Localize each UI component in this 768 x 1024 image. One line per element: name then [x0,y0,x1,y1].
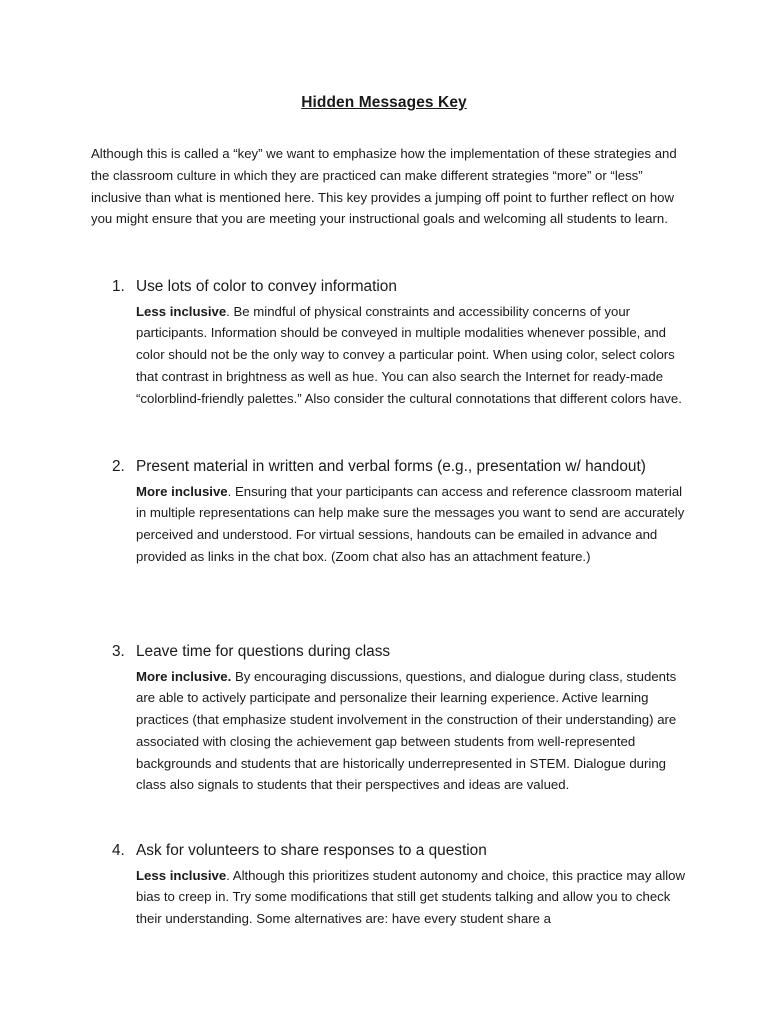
item-body [136,865,692,930]
item-title: Use lots of color to convey information [136,278,397,295]
intro-paragraph: Although this is called a “key” we want to emphasize how the implementation of these strategies and the classroom culture in which they are practiced can make different strategies “more” or “less” inclusive than what is mentioned here. This key provides a jumping off point to further reflect on how you might ensure that you are meeting your instructional goals and welcoming all students to learn. [91,146,677,227]
item-heading [112,454,692,480]
item-text: . Ensuring that your participants can access and reference classroom material in multiple representations can help make sure the messages you want to send are accurately perceived and understood. For virtual sessions, handouts can be emailed in advance and provided as links in the chat box. (Zoom chat also has an attachment feature.) [136,483,685,564]
list-item [112,639,692,796]
item-heading [112,274,692,300]
item-title: Leave time for questions during class [136,643,391,660]
inclusivity-rating: More inclusive. [136,668,232,684]
item-heading [112,838,692,864]
item-text: . Be mindful of physical constraints and accessibility concerns of your participants. Information should be conveyed in multiple modalities whenever possible, and color should not be the only way to convey a particular point. When using color, select colors that contrast in brightness as well as hue. You can also search the Internet for ready-made “colorblind-friendly palettes.” Also consider the cultural connotations that different colors have. [136,303,682,406]
item-number: 4. [112,842,125,859]
inclusivity-rating: Less inclusive [136,867,227,883]
list-item [112,454,692,568]
item-number: 2. [112,458,125,475]
item-body [136,666,692,797]
item-heading [112,639,692,665]
item-body [136,481,692,568]
list-item [112,274,692,409]
item-title: Ask for volunteers to share responses to a question [136,842,487,859]
item-text: By encouraging discussions, questions, and dialogue during class, students are able to actively participate and personalize their learning experience. Active learning practices (that emphasize student involvement in the construction of their understanding) are associated with closing the achievement gap between students from well-represented backgrounds and students that are historically underrepresented in STEM. Dialogue during class also signals to students that their perspectives and ideas are valued. [136,668,677,793]
item-number: 1. [112,278,125,295]
item-text: . Although this prioritizes student autonomy and choice, this practice may allow bias to creep in. Try some modifications that still get students talking and allow you to check their understanding. Some alternatives are: have every student share a [136,867,686,927]
inclusivity-rating: Less inclusive [136,303,227,319]
item-title: Present material in written and verbal forms (e.g., presentation w/ handout) [136,458,646,475]
item-body [136,301,692,410]
document-title: Hidden Messages Key [301,94,467,111]
list-item [112,838,692,930]
inclusivity-rating: More inclusive [136,483,228,499]
item-number: 3. [112,643,125,660]
